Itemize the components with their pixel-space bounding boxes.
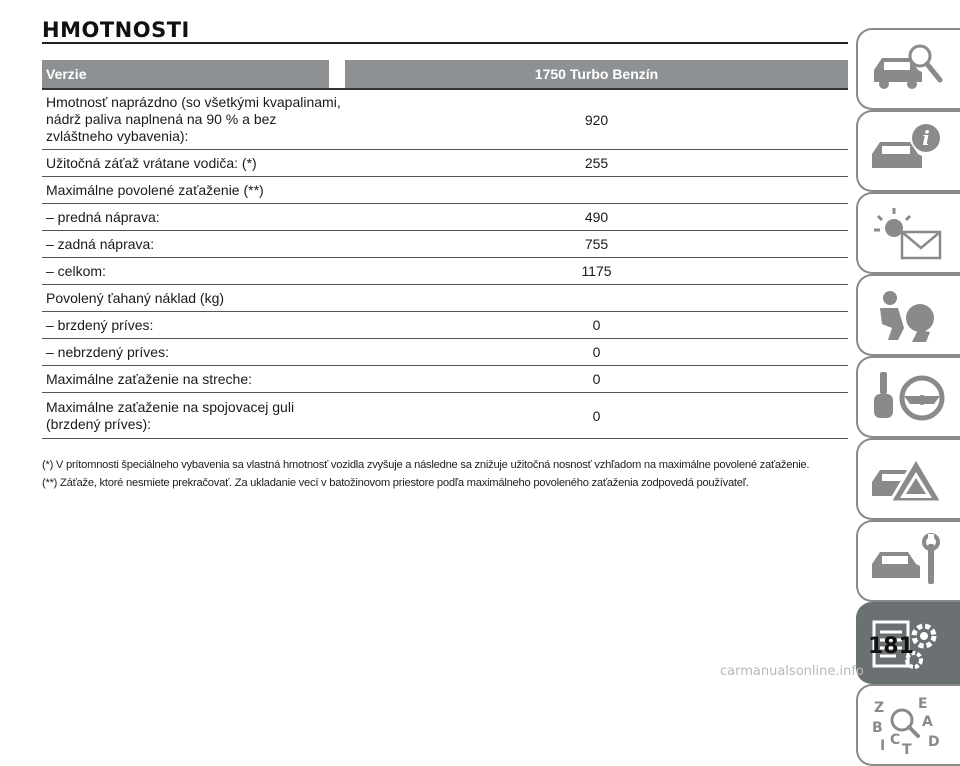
tab-safety[interactable] xyxy=(856,274,960,356)
row-value: 0 xyxy=(592,344,601,360)
row-label: – brzdený príves: xyxy=(46,316,154,333)
row-label: Maximálne zaťaženie na streche: xyxy=(46,370,253,387)
footnote-2: (**) Záťaže, ktoré nesmiete prekračovať. Za ukladanie vecí v batožinovom priestore podľa maximálneho povoleného zaťaženia zodpovedá používateľ. xyxy=(42,477,749,489)
footnote-1: (*) V prítomnosti špeciálneho vybavenia sa vlastná hmotnosť vozidla zvyšuje a následne sa znižuje užitočná nosnosť vzhľadom na maximálne povolené zaťaženie. xyxy=(42,459,810,471)
index-letter-t: T xyxy=(902,742,912,758)
table-row xyxy=(42,231,848,258)
car-wrench-icon xyxy=(868,530,952,596)
row-label: Maximálne zaťaženie na spojovacej guli (brzdený príves): xyxy=(46,398,295,432)
index-letter-d: D xyxy=(928,734,940,750)
table-row xyxy=(42,366,848,393)
row-label: Maximálne povolené zaťaženie (**) xyxy=(46,181,264,198)
tab-car-info[interactable] xyxy=(856,110,960,192)
row-label: – nebrzdený príves: xyxy=(46,343,169,360)
row-value: 255 xyxy=(584,155,609,171)
tab-emergency[interactable] xyxy=(856,438,960,520)
table-row xyxy=(42,177,848,204)
table-row xyxy=(42,285,848,312)
table-row xyxy=(42,88,848,150)
row-value: 1175 xyxy=(581,263,612,279)
watermark: carmanualsonline.info xyxy=(720,664,864,679)
footnotes xyxy=(42,456,852,492)
page-title: HMOTNOSTI xyxy=(42,18,190,42)
car-info-icon xyxy=(868,120,952,186)
title-rule xyxy=(42,42,848,44)
alphabetical-index-icon xyxy=(868,694,952,760)
row-label: – predná náprava: xyxy=(46,208,160,225)
row-label: – zadná náprava: xyxy=(46,235,155,252)
table-row xyxy=(42,258,848,285)
row-value: 0 xyxy=(592,371,601,387)
table-header xyxy=(42,60,848,88)
tab-index[interactable] xyxy=(856,684,960,766)
index-letter-c: C xyxy=(890,732,901,748)
car-warning-triangle-icon xyxy=(868,448,952,514)
header-engine: 1750 Turbo Benzín xyxy=(345,60,848,88)
table-row xyxy=(42,393,848,439)
index-letter-b: B xyxy=(872,720,883,736)
key-steering-wheel-icon xyxy=(868,366,952,432)
header-gap xyxy=(329,60,345,88)
tab-maintenance[interactable] xyxy=(856,520,960,602)
row-value: 0 xyxy=(592,407,601,424)
row-label: Povolený ťahaný náklad (kg) xyxy=(46,289,225,306)
index-letter-e: E xyxy=(918,696,928,712)
tab-car-search[interactable] xyxy=(856,28,960,110)
warning-light-message-icon xyxy=(868,202,952,268)
table-row xyxy=(42,312,848,339)
row-value: 755 xyxy=(584,236,609,252)
airbag-safety-icon xyxy=(868,284,952,350)
table-row xyxy=(42,204,848,231)
car-search-icon xyxy=(868,38,952,104)
index-letter-a: A xyxy=(922,714,933,730)
row-value: 920 xyxy=(584,111,609,128)
svg-text:i: i xyxy=(922,126,930,150)
header-version: Verzie xyxy=(42,60,329,88)
tab-warning-lights[interactable] xyxy=(856,192,960,274)
weights-table xyxy=(42,60,848,439)
table-row xyxy=(42,150,848,177)
index-letter-z: Z xyxy=(874,700,885,716)
page-number: 181 xyxy=(868,634,914,659)
row-label: – celkom: xyxy=(46,262,106,279)
tab-starting-driving[interactable] xyxy=(856,356,960,438)
row-label: Hmotnosť naprázdno (so všetkými kvapalinami, nádrž paliva naplnená na 90 % a bez zvláštneho vybavenia): xyxy=(46,94,341,144)
index-letter-i: I xyxy=(880,738,886,754)
table-row xyxy=(42,339,848,366)
row-value: 490 xyxy=(584,209,609,225)
row-value: 0 xyxy=(592,317,601,333)
row-label: Užitočná záťaž vrátane vodiča: (*) xyxy=(46,154,257,171)
